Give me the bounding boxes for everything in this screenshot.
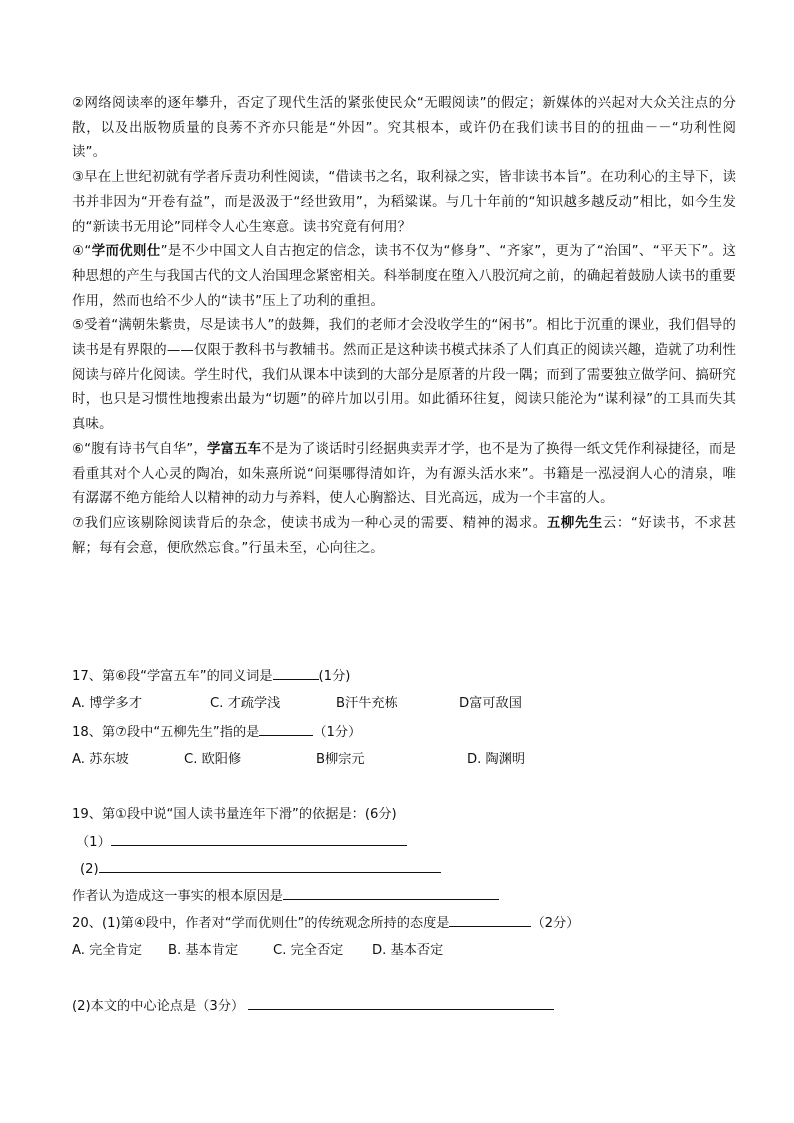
phrase-xue-fu-wu-che: 学富五车 [206, 441, 262, 457]
question-19-item-1 [76, 833, 407, 852]
paragraph-3: ③早在上世纪初就有学者斥责功利性阅读，“借读书之名，取利禄之实，皆非读书本旨”。在功利心的主导下，读书并非因为“开卷有益”，而是汲汲于“经世致用”，为稻粱谋。与几十年前的“知识越多越反动”相比，如今生发的“新读书无用论”同样令人心生寒意。读书究竟有何用？ [72, 170, 736, 235]
question-20-stem [72, 914, 579, 933]
paragraph-6-start: ⑥“腹有诗书气自华”， [72, 441, 207, 457]
answer-blank-19-cause[interactable] [283, 887, 499, 900]
question-18-score: （1分） [313, 725, 362, 740]
answer-blank-19-1[interactable] [111, 833, 407, 846]
question-19-stem: 19、第①段中说“国人读书量连年下滑”的依据是：(6分) [72, 807, 397, 822]
question-17-text: 17、第⑥段“学富五车”的同义词是 [72, 669, 273, 684]
paragraph-7 [72, 512, 736, 561]
option-20-b: B. 基本肯定 [168, 943, 239, 958]
paragraph-5: ⑤受着“满朝朱紫贵，尽是读书人”的鼓舞，我们的老师才会没收学生的“闲书”。相比于沉重的课业，我们倡导的读书是有界限的——仅限于教科书与教辅书。然而正是这种读书模式抹杀了人们真正的阅读兴趣，造就了功利性阅读与碎片化阅读。学生时代，我们从课本中读到的大部分是原著的片段一隅；而到了需要独立做学问、搞研究时，也只是习惯性地搜索出最为“切题”的碎片加以引用。如此循环往复，阅读只能沦为“谋利禄”的工具而失其真味。 [72, 318, 736, 433]
phrase-wu-liu-xian-sheng: 五柳先生 [546, 515, 603, 531]
question-17-stem [72, 667, 350, 686]
question-17-score: (1分) [318, 669, 351, 684]
option-17-b: B汗牛充栋 [336, 696, 398, 711]
question-18-stem [72, 723, 361, 742]
paragraph-7-rest: 云：“好读书，不求甚解；每有会意，便欣然忘食。”行虽未至，心向往之。 [72, 515, 737, 556]
answer-blank-17[interactable] [273, 667, 319, 680]
part-2-label: (2)本文的中心论点是（3分） [72, 999, 245, 1014]
question-19-cause [72, 887, 499, 906]
option-17-c: C. 才疏学浅 [210, 696, 281, 711]
option-20-d: D. 基本否定 [372, 943, 444, 958]
option-18-c: C. 欧阳修 [184, 752, 242, 767]
cause-label: 作者认为造成这一事实的根本原因是 [72, 889, 283, 904]
phrase-xue-er-you-ze-shi: 学而优则仕 [91, 244, 161, 260]
answer-blank-20-2[interactable] [248, 997, 554, 1010]
answer-blank-20-1[interactable] [449, 914, 531, 927]
paragraph-7-start: ⑦我们应该剔除阅读背后的杂念，使读书成为一种心灵的需要、精神的渴求。 [72, 515, 547, 531]
question-20-text: 20、(1)第④段中，作者对“学而优则仕”的传统观念所持的态度是 [72, 916, 450, 931]
option-18-d: D. 陶渊明 [467, 752, 526, 767]
option-17-a: A. 博学多才 [72, 696, 142, 711]
option-18-b: B柳宗元 [316, 752, 365, 767]
paragraph-4-start: ④“ [72, 244, 92, 260]
paragraph-6 [72, 438, 736, 512]
answer-blank-18[interactable] [259, 723, 313, 736]
option-18-a: A. 苏东坡 [72, 752, 129, 767]
question-20-part-2 [72, 997, 554, 1016]
paragraph-4 [72, 240, 736, 314]
paragraph-4-rest: ”是不少中国文人自古抱定的信念，读书不仅为“修身”、“齐家”，更为了“治国”、“平天下”。这种思想的产生与我国古代的文人治国理念紧密相关。科举制度在堕入八股沉疴之前，的确起着鼓励人读书的重要作用，然而也给不少人的“读书”压上了功利的重担。 [72, 244, 736, 309]
option-20-c: C. 完全否定 [273, 943, 344, 958]
question-19-item-2 [80, 860, 441, 879]
question-20-score: （2分） [531, 916, 580, 931]
reading-passage [72, 92, 736, 561]
option-17-d: D富可敌国 [459, 696, 522, 711]
paragraph-2: ②网络阅读率的逐年攀升，否定了现代生活的紧张使民众“无暇阅读”的假定；新媒体的兴起对大众关注点的分散，以及出版物质量的良莠不齐亦只能是“外因”。究其根本，或许仍在我们读书目的的扭曲－－“功利性阅读”。 [72, 96, 736, 161]
question-18-text: 18、第⑦段中“五柳先生”指的是 [72, 725, 260, 740]
paragraph-6-rest: 不是为了谈话时引经据典卖弄才学，也不是为了换得一纸文凭作利禄捷径，而是看重其对个人心灵的陶冶，如朱熹所说“问渠哪得清如许，为有源头活水来”。书籍是一泓浸润人心的清泉，唯有潺潺不绝方能给人以精神的动力与养料，使人心胸豁达、目光高远，成为一个丰富的人。 [72, 441, 736, 507]
item-1-label: （1） [76, 835, 111, 850]
item-2-label: (2) [80, 862, 99, 877]
answer-blank-19-2[interactable] [99, 860, 441, 873]
option-20-a: A. 完全肯定 [72, 943, 142, 958]
